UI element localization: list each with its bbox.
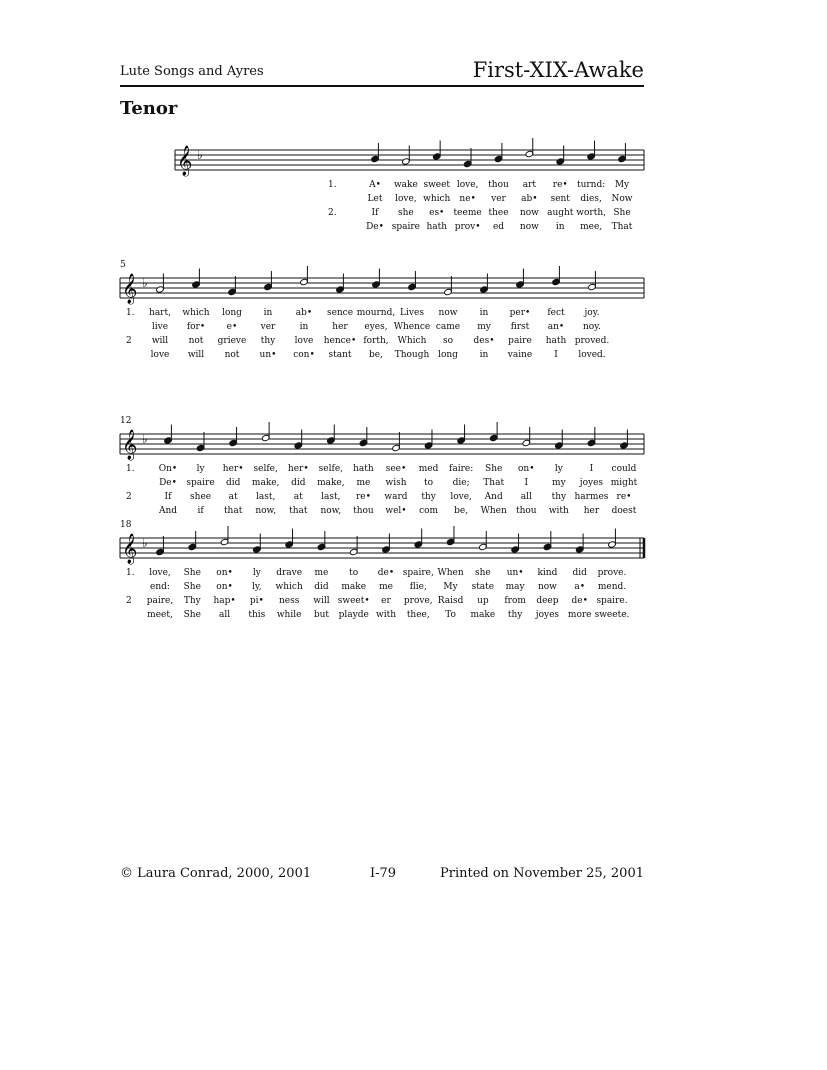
lyric-syllable: Lives (400, 308, 424, 318)
lyric-syllable: selfe, (253, 464, 278, 474)
lyric-line (0, 194, 827, 208)
lyric-syllable: mee, (580, 222, 603, 232)
lyric-syllable: re• (616, 492, 632, 502)
lyric-syllable: that (223, 506, 243, 516)
lyric-syllable: in (299, 322, 309, 332)
lyric-syllable: her• (287, 464, 309, 474)
lyric-syllable: now, (255, 506, 277, 516)
lyric-syllable: stant (328, 350, 352, 360)
lyric-syllable: long (438, 350, 458, 360)
lyric-line (0, 180, 827, 194)
lyric-syllable: her• (222, 464, 244, 474)
lyric-syllable: I (524, 478, 529, 488)
lyric-syllable: harmes (574, 492, 609, 502)
lyric-syllable: thy (507, 610, 523, 620)
verse-number: 2 (126, 492, 132, 502)
lyric-syllable: She (485, 464, 503, 474)
song-title: First-XIX-Awake (472, 58, 644, 82)
music-system (0, 128, 827, 238)
lyric-syllable: might (610, 478, 638, 488)
lyric-syllable: sweet (423, 180, 451, 190)
lyric-syllable: prov• (454, 222, 481, 232)
lyric-syllable: mend. (597, 582, 627, 592)
lyric-syllable: Let (367, 194, 383, 204)
lyric-syllable: doest (611, 506, 637, 516)
lyric-syllable: which (275, 582, 303, 592)
collection-title: Lute Songs and Ayres (120, 64, 264, 79)
lyric-syllable: this (248, 610, 266, 620)
lyric-syllable: Thy (183, 596, 201, 606)
lyric-syllable: When (480, 506, 507, 516)
lyric-syllable: per• (509, 308, 531, 318)
lyric-syllable: be, (369, 350, 383, 360)
lyric-syllable: joyes (579, 478, 604, 488)
lyric-syllable: live (151, 322, 169, 332)
lyric-syllable: un• (259, 350, 277, 360)
lyric-syllable: love, (450, 492, 472, 502)
lyric-syllable: es• (429, 208, 445, 218)
lyric-syllable: If (371, 208, 379, 218)
lyric-syllable: prove, (403, 596, 433, 606)
lyric-syllable: thou (353, 506, 374, 516)
lyric-syllable: state (471, 582, 495, 592)
lyric-syllable: that (289, 506, 308, 516)
lyric-syllable: be, (454, 506, 469, 516)
lyric-syllable: med (418, 464, 439, 474)
lyric-syllable: sweete. (594, 610, 630, 620)
lyric-syllable: That (483, 478, 505, 488)
lyric-syllable: noy. (583, 322, 601, 332)
lyric-syllable: paire, (146, 596, 174, 606)
lyric-syllable: spaire. (596, 596, 628, 606)
lyric-syllable: now (519, 222, 539, 232)
lyric-syllable: with (548, 506, 569, 516)
lyric-syllable: now, (320, 506, 342, 516)
lyric-syllable: spaire (186, 478, 215, 488)
music-system (0, 412, 827, 522)
lyric-syllable: playde (338, 610, 369, 620)
lyric-syllable: if (197, 506, 204, 516)
lyric-syllable: hath (426, 222, 448, 232)
lyric-syllable: first (510, 322, 530, 332)
lyric-syllable: love (150, 350, 170, 360)
verse-number: 2 (126, 596, 132, 606)
lyric-syllable: love, (456, 180, 479, 190)
verse-number: 1. (126, 308, 135, 318)
lyric-syllable: came (435, 322, 461, 332)
lyric-syllable: hap• (213, 596, 236, 606)
lyric-syllable: will (313, 596, 330, 606)
lyric-syllable: con• (293, 350, 315, 360)
lyric-syllable: re• (552, 180, 568, 190)
measure-number: 18 (120, 520, 132, 530)
lyric-syllable: on• (216, 582, 233, 592)
lyric-syllable: love, (395, 194, 417, 204)
lyric-syllable: mournd, (356, 308, 396, 318)
lyric-syllable: from (504, 596, 526, 606)
lyric-syllable: deep (536, 596, 559, 606)
lyric-syllable: did (572, 568, 587, 578)
lyric-syllable: make (470, 610, 496, 620)
lyric-syllable: did (314, 582, 329, 592)
treble-clef-icon: 𝄞 (177, 146, 193, 176)
lyric-syllable: at (228, 492, 238, 502)
lyric-syllable: did (225, 478, 241, 488)
lyric-syllable: last, (256, 492, 276, 502)
lyric-line (0, 568, 827, 582)
lyric-syllable: turnd: (576, 180, 606, 190)
lyric-syllable: in (479, 350, 489, 360)
lyric-syllable: did (291, 478, 306, 488)
lyric-syllable: at (293, 492, 303, 502)
lyric-syllable: sence (326, 308, 354, 318)
lyric-syllable: fect (547, 308, 565, 318)
measure-number: 12 (120, 416, 132, 426)
lyric-syllable: will (151, 336, 169, 346)
lyric-syllable: paire (508, 336, 532, 346)
lyric-syllable: last, (321, 492, 341, 502)
lyric-syllable: Now (611, 194, 633, 204)
lyric-syllable: ne• (459, 194, 476, 204)
lyric-syllable: des• (473, 336, 495, 346)
lyric-syllable: thy (551, 492, 567, 502)
verse-number: 2. (328, 208, 337, 218)
lyric-syllable: de• (377, 568, 395, 578)
page-number: I-79 (370, 866, 397, 881)
lyric-line (0, 582, 827, 596)
lyric-syllable: spaire, (402, 568, 434, 578)
lyric-syllable: she (398, 208, 414, 218)
part-name: Tenor (120, 98, 178, 119)
lyric-syllable: now (537, 582, 557, 592)
lyric-syllable: prove. (597, 568, 627, 578)
lyric-syllable: grieve (217, 336, 247, 346)
lyric-syllable: love (294, 336, 314, 346)
lyric-syllable: ver (491, 194, 506, 204)
lyric-syllable: ed (492, 222, 505, 232)
verse-number: 1. (126, 568, 135, 578)
lyric-syllable: ab• (295, 308, 313, 318)
flat-sign-icon: ♭ (197, 148, 203, 162)
lyric-syllable: hath (353, 464, 374, 474)
lyric-syllable: to (349, 568, 359, 578)
lyric-syllable: ness (278, 596, 300, 606)
lyric-syllable: I (589, 464, 594, 474)
lyric-syllable: end: (150, 582, 170, 592)
lyric-line (0, 478, 827, 492)
lyric-line (0, 222, 827, 236)
lyric-syllable: pi• (249, 596, 264, 606)
lyric-syllable: Which (397, 336, 427, 346)
lyric-syllable: loved. (578, 350, 606, 360)
lyric-syllable: De• (159, 478, 177, 488)
lyric-syllable: proved. (574, 336, 610, 346)
lyric-syllable: hath (545, 336, 567, 346)
lyric-syllable: To (445, 610, 456, 620)
music-system (0, 516, 827, 626)
lyric-syllable: thy (421, 492, 436, 502)
lyric-syllable: forth, (363, 336, 389, 346)
lyric-syllable: in (479, 308, 489, 318)
lyric-syllable: now (519, 208, 539, 218)
lyric-syllable: worth, (576, 208, 606, 218)
lyric-syllable: dies, (580, 194, 602, 204)
print-date: Printed on November 25, 2001 (439, 866, 644, 881)
lyric-syllable: She (613, 208, 631, 218)
lyric-syllable: Whence (393, 322, 431, 332)
lyric-syllable: She (183, 582, 201, 592)
lyric-syllable: un• (506, 568, 524, 578)
lyric-syllable: may (505, 582, 525, 592)
lyric-syllable: joy. (584, 308, 600, 318)
lyric-line (0, 596, 827, 610)
flat-sign-icon: ♭ (142, 536, 148, 550)
lyric-syllable: meet, (147, 610, 173, 620)
lyric-syllable: thee (488, 208, 509, 218)
lyric-syllable: wish (385, 478, 407, 488)
lyric-syllable: make, (251, 478, 280, 488)
flat-sign-icon: ♭ (142, 432, 148, 446)
lyric-syllable: could (611, 464, 637, 474)
lyric-syllable: My (614, 180, 630, 190)
verse-number: 1. (328, 180, 337, 190)
lyric-syllable: all (520, 492, 532, 502)
lyric-syllable: spaire (391, 222, 421, 232)
lyric-syllable: ly, (252, 582, 262, 592)
lyric-syllable: long (222, 308, 242, 318)
lyric-syllable: Though (394, 350, 430, 360)
lyric-syllable: art (522, 180, 537, 190)
lyric-syllable: see• (385, 464, 407, 474)
lyric-syllable: but (313, 610, 330, 620)
lyric-syllable: will (187, 350, 205, 360)
copyright-notice: © Laura Conrad, 2000, 2001 (120, 866, 312, 881)
lyric-syllable: If (164, 492, 172, 502)
lyric-syllable: thou (515, 506, 537, 516)
lyric-syllable: thy (260, 336, 276, 346)
lyric-syllable: ver (260, 322, 276, 332)
lyric-syllable: with (376, 610, 396, 620)
lyric-syllable: ward (384, 492, 408, 502)
lyric-syllable: an• (547, 322, 565, 332)
lyric-syllable: ly (554, 464, 563, 474)
lyric-syllable: That (611, 222, 633, 232)
lyric-syllable: She (183, 610, 201, 620)
lyric-syllable: love, (149, 568, 171, 578)
verse-number: 1. (126, 464, 135, 474)
lyric-syllable: make, (317, 478, 345, 488)
lyric-line (0, 610, 827, 624)
lyric-syllable: vaine (507, 350, 533, 360)
lyric-syllable: not (224, 350, 240, 360)
lyric-syllable: ly (196, 464, 205, 474)
lyric-syllable: When (437, 568, 464, 578)
lyric-syllable: me (379, 582, 393, 592)
lyric-syllable: e• (226, 322, 238, 332)
lyric-line (0, 350, 827, 364)
lyric-syllable: On• (158, 464, 178, 474)
lyric-line (0, 322, 827, 336)
lyric-syllable: And (158, 506, 178, 516)
lyric-line (0, 208, 827, 222)
lyric-line (0, 308, 827, 322)
lyric-syllable: wake (393, 180, 418, 190)
lyric-syllable: faire: (449, 464, 474, 474)
staff-svg (0, 128, 827, 188)
lyric-line (0, 464, 827, 478)
treble-clef-icon: 𝄞 (122, 534, 138, 564)
lyric-syllable: for• (186, 322, 206, 332)
flat-sign-icon: ♭ (142, 276, 148, 290)
lyric-syllable: her (583, 506, 600, 516)
lyric-syllable: I (554, 350, 558, 360)
measure-number: 5 (120, 260, 126, 270)
lyric-syllable: kind (537, 568, 558, 578)
lyric-syllable: while (276, 610, 302, 620)
treble-clef-icon: 𝄞 (122, 430, 138, 460)
header-rule (120, 85, 644, 87)
lyric-syllable: Raisd (437, 596, 464, 606)
lyric-syllable: She (183, 568, 201, 578)
lyric-syllable: so (442, 336, 454, 346)
lyric-syllable: on• (216, 568, 233, 578)
lyric-syllable: she (474, 568, 491, 578)
lyric-syllable: thou (488, 180, 509, 190)
lyric-syllable: sweet• (337, 596, 370, 606)
lyric-syllable: shee (190, 492, 212, 502)
lyric-syllable: re• (355, 492, 371, 502)
lyric-syllable: make (341, 582, 367, 592)
lyric-syllable: de• (571, 596, 588, 606)
lyric-syllable: And (484, 492, 503, 502)
lyric-syllable: my (477, 322, 491, 332)
lyric-syllable: die; (452, 478, 470, 488)
lyric-syllable: flie, (409, 582, 427, 592)
lyric-syllable: my (552, 478, 566, 488)
lyric-syllable: which (423, 194, 451, 204)
lyric-syllable: sent (550, 194, 570, 204)
lyric-syllable: me (314, 568, 329, 578)
lyric-syllable: on• (518, 464, 535, 474)
lyric-syllable: to (424, 478, 434, 488)
lyric-syllable: wel• (385, 506, 407, 516)
lyric-syllable: a• (574, 582, 586, 592)
lyric-syllable: joyes (535, 610, 560, 620)
lyric-syllable: drave (276, 568, 303, 578)
lyric-syllable: hart, (149, 308, 171, 318)
lyric-syllable: selfe, (318, 464, 344, 474)
lyric-syllable: which (182, 308, 210, 318)
lyric-syllable: her (332, 322, 348, 332)
lyric-syllable: more (567, 610, 592, 620)
lyric-syllable: in (263, 308, 273, 318)
lyric-syllable: er (381, 596, 391, 606)
lyric-syllable: me (356, 478, 371, 488)
treble-clef-icon: 𝄞 (122, 274, 138, 304)
lyric-syllable: De• (366, 222, 384, 232)
verse-number: 2 (126, 336, 132, 346)
lyric-line (0, 336, 827, 350)
lyric-syllable: ab• (521, 194, 538, 204)
lyric-syllable: thee, (406, 610, 430, 620)
lyric-syllable: up (477, 596, 489, 606)
lyric-syllable: not (188, 336, 204, 346)
lyric-syllable: com (419, 506, 439, 516)
lyric-syllable: hence• (323, 336, 357, 346)
lyric-syllable: My (443, 582, 458, 592)
lyric-syllable: A• (369, 180, 381, 190)
lyric-syllable: aught (547, 208, 574, 218)
lyric-syllable: in (555, 222, 565, 232)
lyric-syllable: all (219, 610, 231, 620)
lyric-syllable: ly (252, 568, 261, 578)
lyric-syllable: eyes, (364, 322, 388, 332)
lyric-syllable: teeme (453, 208, 482, 218)
lyric-line (0, 492, 827, 506)
music-system (0, 256, 827, 366)
lyric-syllable: now (438, 308, 458, 318)
